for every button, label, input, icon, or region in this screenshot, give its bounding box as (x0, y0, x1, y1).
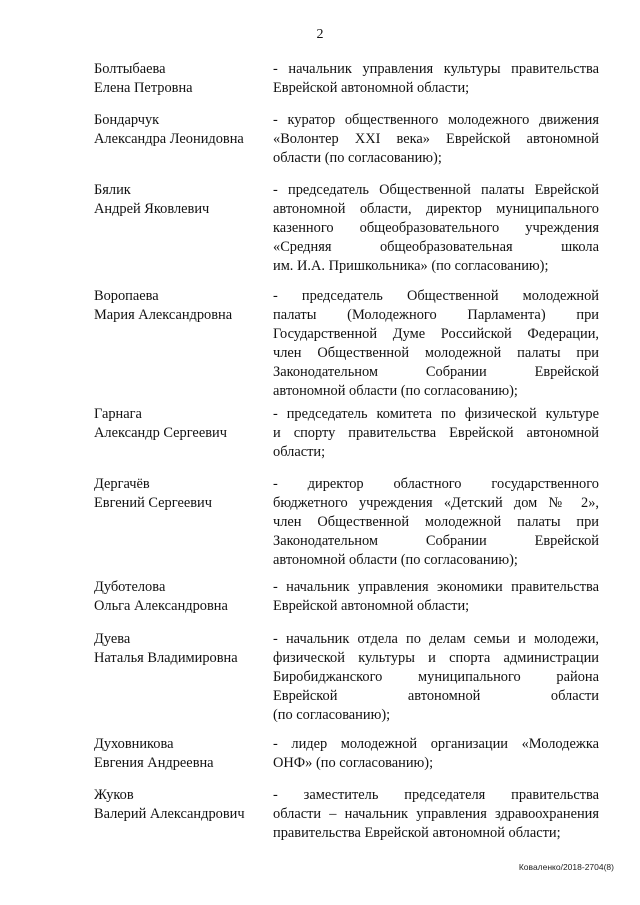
position-line: - председатель Общественной молодежной (273, 288, 599, 304)
member-name (94, 786, 269, 824)
position-line: - председатель комитета по физической культуре (273, 406, 599, 422)
position-line: - начальник отдела по делам семьи и молодежи, (273, 631, 599, 647)
member-position (273, 60, 599, 98)
position-line: им. И.А. Пришкольника» (по согласованию); (273, 258, 549, 274)
position-line: правительства Еврейской автономной области; (273, 825, 561, 841)
position-line: «Средняя общеобразовательная школа (273, 239, 599, 255)
position-line: Государственной Думе Российской Федерации, (273, 326, 599, 342)
position-line: ОНФ» (по согласованию); (273, 755, 434, 771)
member-surname: Духовникова (94, 736, 174, 752)
position-line: автономной области, директор муниципального (273, 201, 599, 217)
member-surname: Бондарчук (94, 112, 160, 128)
position-line: - директор областного государственного (273, 476, 599, 492)
member-name (94, 181, 269, 219)
member-position (273, 630, 599, 725)
member-name (94, 578, 269, 616)
position-line: член Общественной молодежной палаты при (273, 345, 599, 361)
member-name (94, 475, 269, 513)
member-given-names: Мария Александровна (94, 307, 233, 323)
position-line: Законодательном Собрании Еврейской (273, 364, 599, 380)
member-position (273, 475, 599, 570)
position-line: - председатель Общественной палаты Еврейской (273, 182, 599, 198)
page-number: 2 (316, 27, 324, 42)
member-position (273, 735, 599, 773)
position-line: - куратор общественного молодежного движения (273, 112, 599, 128)
position-line: палаты (Молодежного Парламента) при (273, 307, 599, 323)
member-surname: Воропаева (94, 288, 159, 304)
position-line: автономной области (по согласованию); (273, 552, 518, 568)
member-name (94, 111, 269, 149)
position-line: - начальник управления экономики правительства (273, 579, 599, 595)
position-line: автономной области (по согласованию); (273, 383, 518, 399)
member-position (273, 287, 599, 401)
member-given-names: Александра Леонидовна (94, 131, 244, 147)
position-line: и спорту правительства Еврейской автономной (273, 425, 599, 441)
position-line: области (по согласованию); (273, 150, 442, 166)
member-name (94, 287, 269, 325)
member-given-names: Андрей Яковлевич (94, 201, 210, 217)
position-line: - заместитель председателя правительства (273, 787, 599, 803)
member-given-names: Ольга Александровна (94, 598, 228, 614)
member-surname: Гарнага (94, 406, 142, 422)
member-position (273, 578, 599, 616)
position-line: Еврейской автономной области; (273, 598, 470, 614)
position-line: Еврейской автономной области (273, 688, 599, 704)
position-line: Еврейской автономной области; (273, 80, 470, 96)
position-line: области – начальник управления здравоохранения (273, 806, 599, 822)
member-position (273, 181, 599, 276)
position-line: (по согласованию); (273, 707, 391, 723)
member-name (94, 735, 269, 773)
member-given-names: Елена Петровна (94, 80, 193, 96)
position-line: - начальник управления культуры правительства (273, 61, 599, 77)
position-line: Биробиджанского муниципального района (273, 669, 599, 685)
position-line: области; (273, 444, 326, 460)
member-surname: Дуева (94, 631, 131, 647)
position-line: бюджетного учреждения «Детский дом № 2», (273, 495, 599, 511)
member-given-names: Евгения Андреевна (94, 755, 214, 771)
position-line: член Общественной молодежной палаты при (273, 514, 599, 530)
member-position (273, 405, 599, 462)
member-surname: Дуботеловa (94, 579, 166, 595)
member-position (273, 111, 599, 168)
member-surname: Жуков (94, 787, 134, 803)
member-given-names: Александр Сергеевич (94, 425, 227, 441)
member-given-names: Валерий Александрович (94, 806, 245, 822)
position-line: физической культуры и спорта администрации (273, 650, 599, 666)
position-line: казенного общеобразовательного учреждения (273, 220, 599, 236)
member-given-names: Наталья Владимировна (94, 650, 238, 666)
member-name (94, 405, 269, 443)
member-name (94, 60, 269, 98)
member-name (94, 630, 269, 668)
member-surname: Бялик (94, 182, 131, 198)
member-position (273, 786, 599, 843)
position-line: - лидер молодежной организации «Молодежка (273, 736, 599, 752)
member-given-names: Евгений Сергеевич (94, 495, 212, 511)
member-surname: Болтыбаева (94, 61, 166, 77)
member-surname: Дергачёв (94, 476, 150, 492)
position-line: Законодательном Собрании Еврейской (273, 533, 599, 549)
document-code: Коваленко/2018-2704(8) (518, 862, 614, 872)
position-line: «Волонтер XXI века» Еврейской автономной (273, 131, 599, 147)
